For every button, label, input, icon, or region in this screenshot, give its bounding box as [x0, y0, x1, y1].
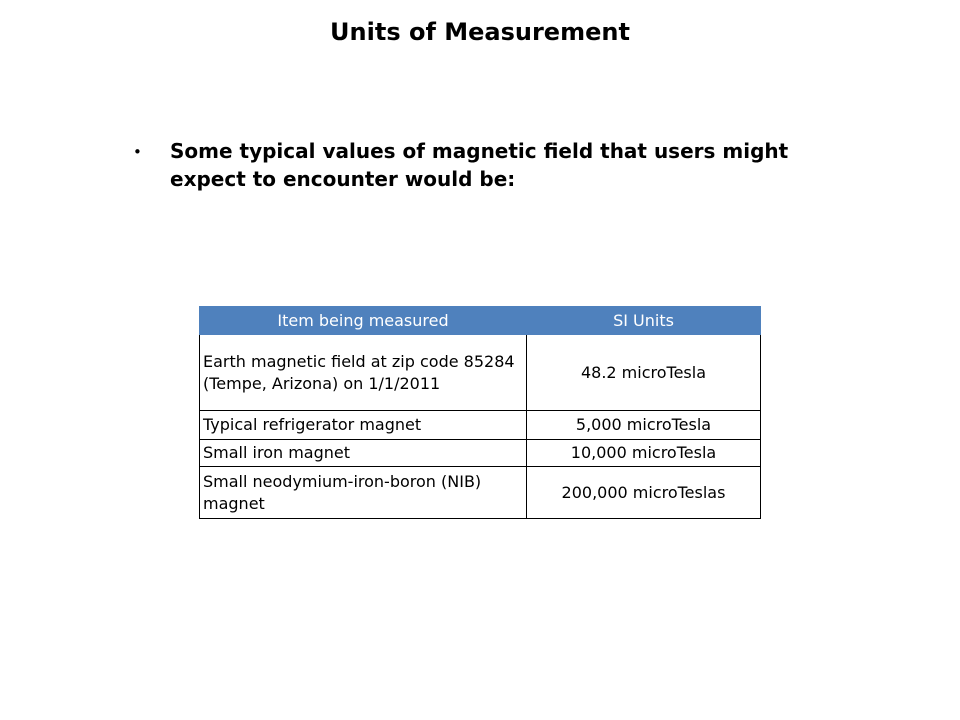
table-row	[200, 467, 761, 519]
bullet-text: Some typical values of magnetic field that users might expect to encounter would be:	[170, 139, 789, 191]
value-cell: 200,000 microTeslas	[527, 467, 761, 519]
table-header-row	[200, 307, 761, 335]
bullet-dot-icon: •	[133, 143, 142, 161]
table-row	[200, 335, 761, 411]
value-cell: 48.2 microTesla	[527, 335, 761, 411]
item-cell: Small iron magnet	[200, 440, 527, 467]
table-row	[200, 411, 761, 440]
column-header-item: Item being measured	[200, 307, 527, 335]
slide-title: Units of Measurement	[330, 18, 630, 46]
value-cell: 5,000 microTesla	[527, 411, 761, 440]
item-cell: Small neodymium-iron-boron (NIB) magnet	[200, 467, 527, 519]
item-cell: Typical refrigerator magnet	[200, 411, 527, 440]
item-cell: Earth magnetic field at zip code 85284 (Tempe, Arizona) on 1/1/2011	[200, 335, 527, 411]
table-row	[200, 440, 761, 467]
units-table	[199, 306, 761, 519]
value-cell: 10,000 microTesla	[527, 440, 761, 467]
column-header-si-units: SI Units	[527, 307, 761, 335]
